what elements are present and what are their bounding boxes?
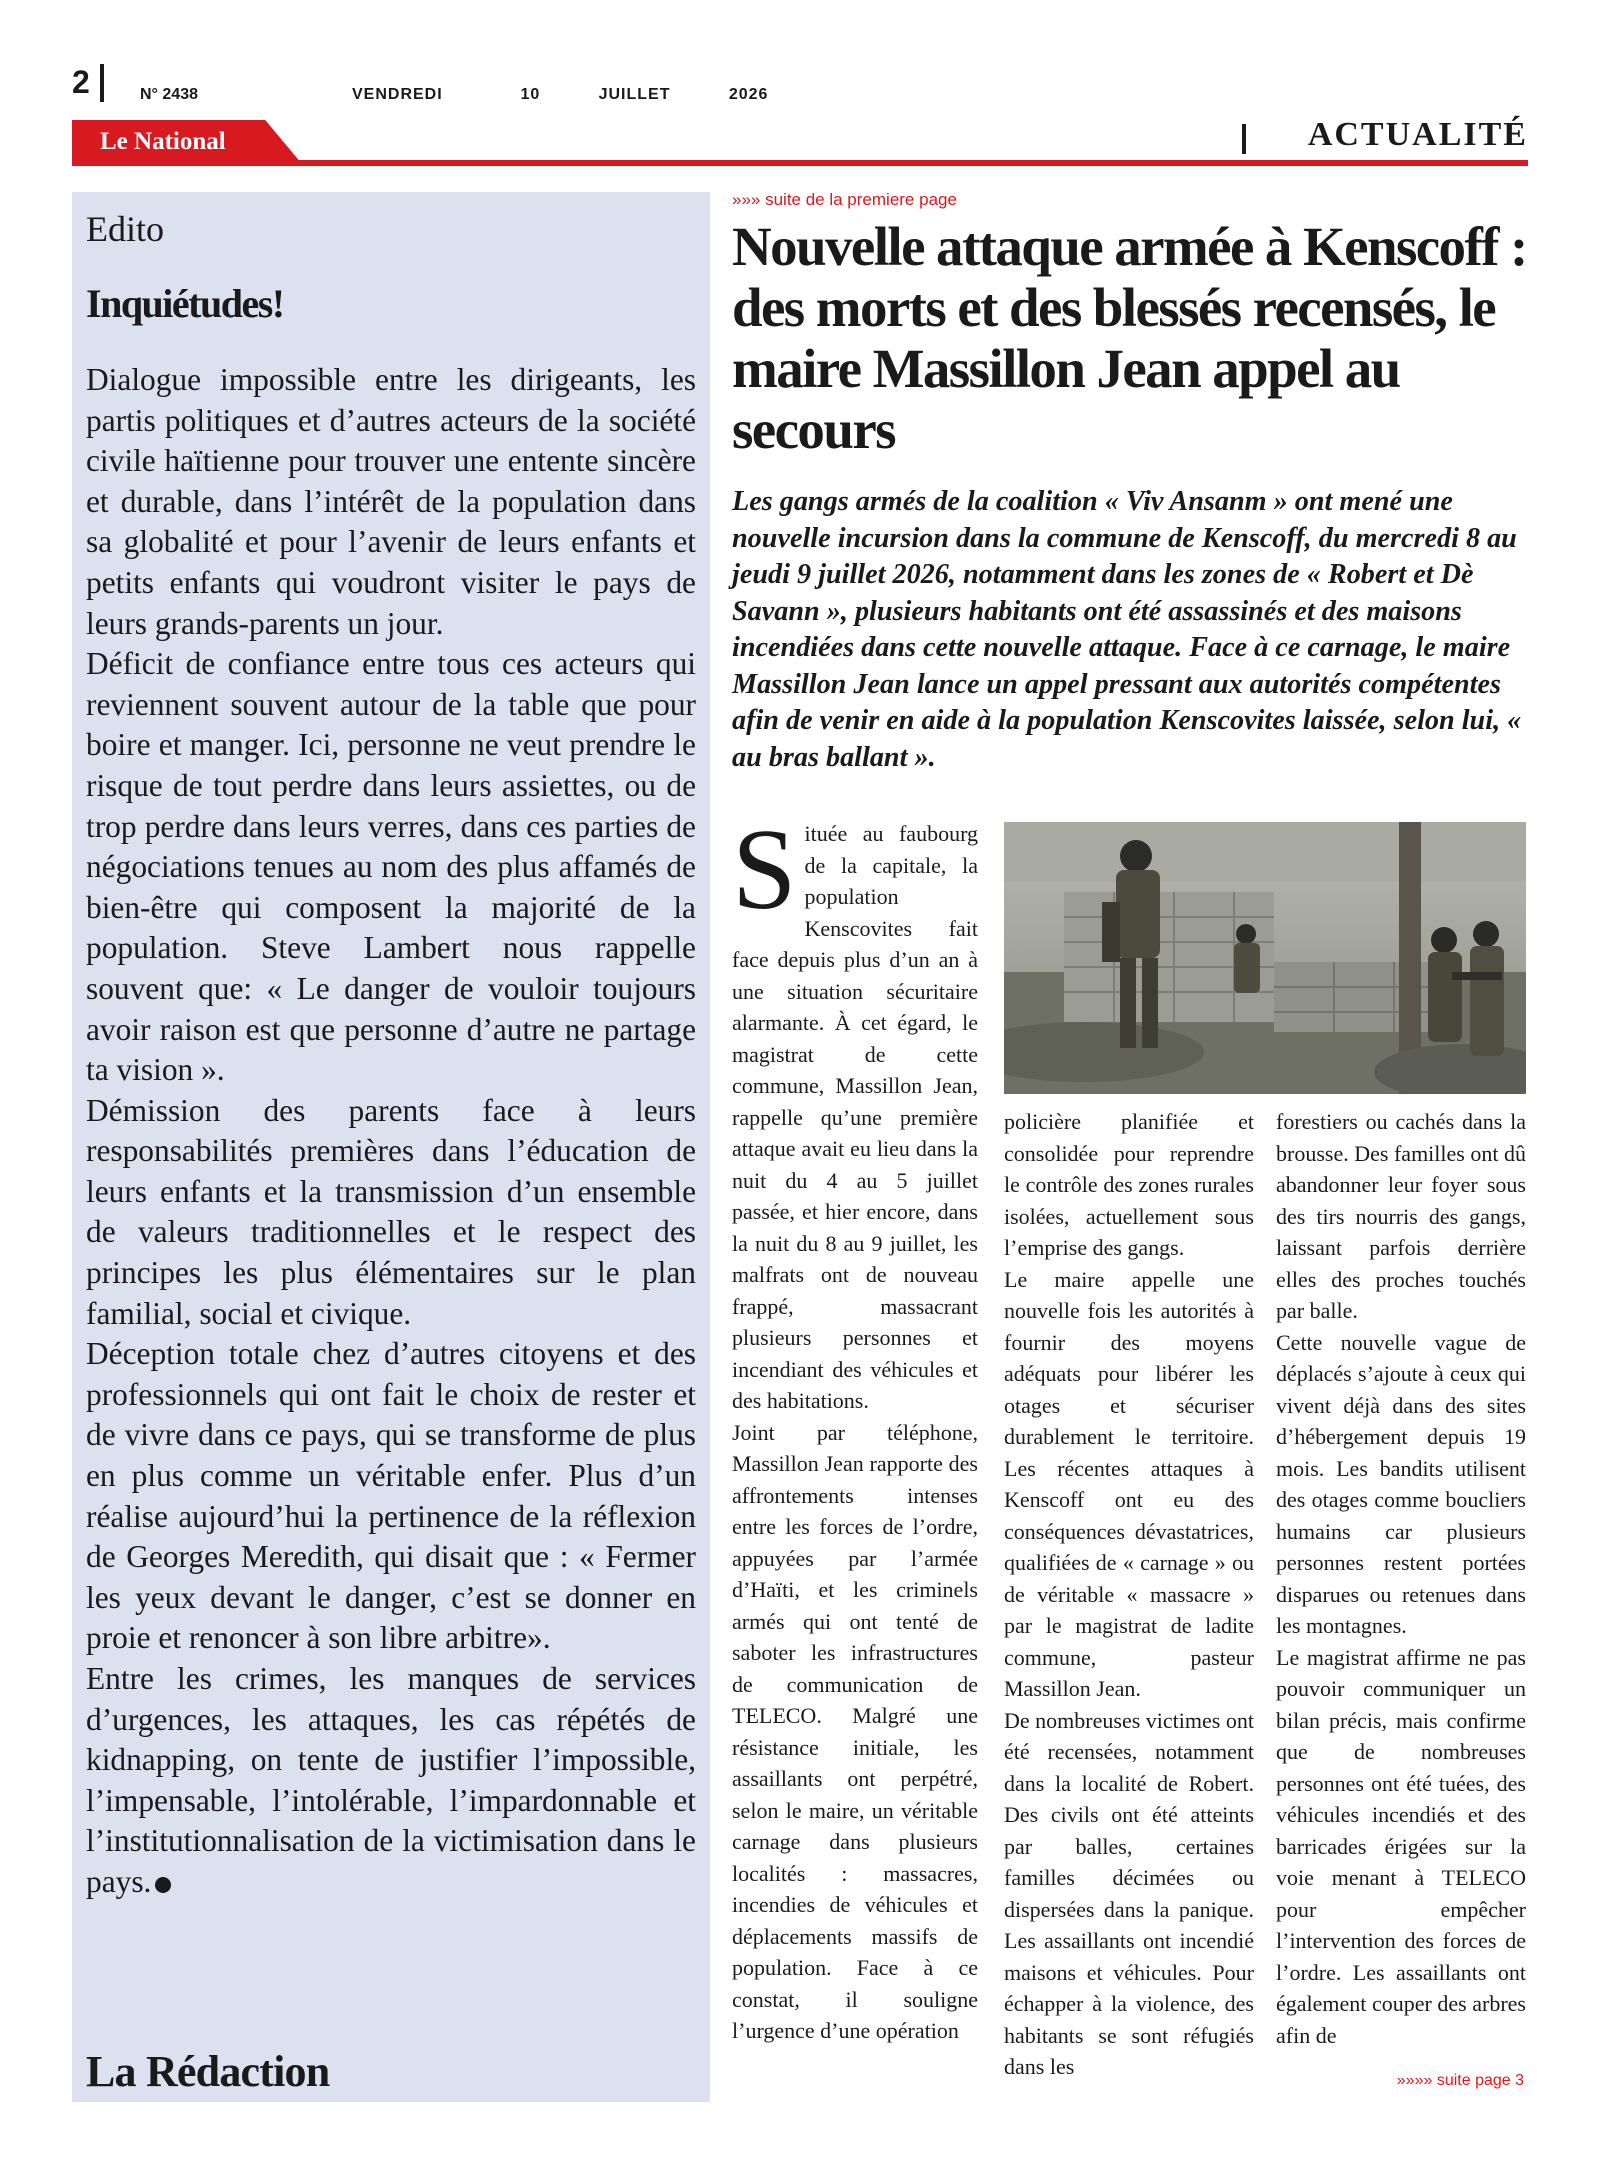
edito-paragraph: Déficit de confiance entre tous ces acteurs qui reviennent souvent autour de la table que pour boire et manger. Ici, personne ne veut prendre le risque de tout perdre dans leurs assiettes, ou de trop perdre dans leurs verres, dans ces parties de négociations tenues au nom des plus affamés de bien-être qui composent la majorité de la population. Steve Lambert nous rappelle souvent que: « Le danger de vouloir toujours avoir raison est que personne d’autre ne partage ta vision ». bbox=[86, 646, 696, 1088]
end-mark-icon bbox=[155, 1877, 171, 1893]
publication-date: VENDREDI 10 JUILLET 2026 bbox=[352, 86, 769, 103]
page-number: 2 bbox=[72, 64, 90, 100]
edito-signature: La Rédaction bbox=[86, 2047, 330, 2096]
edito-title: Inquiétudes! bbox=[86, 281, 284, 326]
article-lead: Les gangs armés de la coalition « Viv Ansanm » ont mené une nouvelle incursion dans la commune de Kenscoff, du mercredi 8 au jeudi 9 juillet 2026, notamment dans les zones de « Robert et Dè Savann », plusieurs habitants ont été assassinés et des maisons incendiées dans cette nouvelle attaque. Face à ce carnage, le maire Massillon Jean lance un appel pressant aux autorités compétentes afin de venir en aide à la population Kenscovites laissée, selon lui, « au bras ballant ». bbox=[732, 486, 1522, 773]
article-paragraph: policière planifiée et consolidée pour reprendre le contrôle des zones rurales isolées, actuellement sous l’emprise des gangs. bbox=[1004, 1109, 1254, 1260]
article-photo bbox=[1004, 822, 1526, 1094]
edito-paragraph: Démission des parents face à leurs responsabilités premières dans l’éducation de leurs enfants et la transmission d’un ensemble de valeurs traditionnelles et le respect des principes les plus élémentaires sur le plan familial, social et civique. bbox=[86, 1092, 696, 1331]
header-rule bbox=[72, 160, 1528, 166]
article-paragraph-text: ituée au faubourg de la capitale, la population Kenscovites fait face depuis plus d’un an à une situation sécuritaire alarmante. À cet égard, le magistrat de cette commune, Massillon Jean, rappelle qu’une première attaque avait eu lieu dans la nuit du 4 au 5 juillet passée, et hier encore, dans la nuit du 8 au 9 juillet, les malfrats ont de nouveau frappé, massacrant plusieurs personnes et incendiant des véhicules et des habitations. bbox=[732, 821, 978, 1413]
article-paragraph: Cette nouvelle vague de déplacés s’ajoute à ceux qui vivent déjà dans des sites d’hébergement depuis 19 mois. Les bandits utilisent des otages comme boucliers humains car plusieurs personnes restent portées disparues ou retenues dans les montagnes. bbox=[1276, 1329, 1526, 1638]
article-paragraph: De nombreuses victimes ont été recensées, notamment dans la localité de Robert. Des civils ont été atteints par balles, certaines familles décimées ou dispersées dans la panique. Les assaillants ont incendié maisons et véhicules. Pour échapper à la violence, des habitants se sont réfugiés dans les bbox=[1004, 1707, 1254, 2079]
continuation-link[interactable]: »»»» suite page 3 bbox=[1396, 2072, 1524, 2089]
header-divider bbox=[100, 64, 104, 102]
edito-paragraph: Entre les crimes, les manques de services d’urgences, les attaques, les cas répétés de kidnapping, on tente de justifier l’impossible, l’impensable, l’intolérable, l’impardonnable et l’institutionnalisation de la victimisation dans le pays. bbox=[86, 1661, 696, 1899]
section-divider bbox=[1242, 124, 1246, 154]
article-paragraph: Le maire appelle une nouvelle fois les autorités à fournir des moyens adéquats pour libérer les otages et sécuriser durablement le territoire. Les récentes attaques à Kenscoff ont eu des conséquences dévastatrices, qualifiées de « carnage » ou de véritable « massacre » par le magistrat de ladite commune, pasteur Massillon Jean. bbox=[1004, 1266, 1254, 1701]
drop-cap: S bbox=[732, 806, 797, 934]
photo-soldiers-patrol bbox=[1004, 822, 1526, 1094]
brand-logo: Le National bbox=[100, 128, 226, 155]
article-column-2 bbox=[1004, 1106, 1254, 2083]
section-title: ACTUALITÉ bbox=[1307, 116, 1528, 153]
edito-body bbox=[86, 360, 696, 1903]
article-headline: Nouvelle attaque armée à Kenscoff : des morts et des blessés recensés, le maire Massillon Jean appel au secours bbox=[732, 216, 1527, 460]
article-paragraph: forestiers ou cachés dans la brousse. Des familles ont dû abandonner leur foyer sous des tirs nourris des gangs, laissant parfois derrière elles des proches touchés par balle. bbox=[1276, 1109, 1526, 1323]
edito-paragraph: Déception totale chez d’autres citoyens et des professionnels qui ont fait le choix de rester et de vivre dans ce pays, qui se transforme de plus en plus comme un véritable enfer. Plus d’un réalise aujourd’hui la pertinence de la réflexion de Georges Meredith, qui disait que : « Fermer les yeux devant le danger, c’est se donner en proie et renoncer à son libre arbitre». bbox=[86, 1336, 696, 1656]
article-column-3 bbox=[1276, 1106, 1526, 2051]
edito-label: Edito bbox=[86, 209, 164, 249]
edito-paragraph: Dialogue impossible entre les dirigeants, les partis politiques et d’autres acteurs de la société civile haïtienne pour trouver une entente sincère et durable, dans l’intérêt de la population dans sa globalité et pour l’avenir de leurs enfants et petits enfants qui voudront visiter le pays de leurs grands-parents un jour. bbox=[86, 362, 696, 641]
article-paragraph: Le magistrat affirme ne pas pouvoir communiquer un bilan précis, mais confirme que de nombreuses personnes ont été tuées, des véhicules incendiés et des barricades érigées sur la voie menant à TELECO pour empêcher l’intervention des forces de l’ordre. Les assaillants ont également couper des arbres afin de bbox=[1276, 1644, 1526, 2048]
article-paragraph bbox=[732, 806, 978, 1417]
article-column-1 bbox=[732, 806, 978, 2047]
edito-paragraph-last bbox=[86, 1659, 696, 1903]
issue-number: N° 2438 bbox=[140, 86, 198, 103]
article-paragraph: Joint par téléphone, Massillon Jean rapporte des affrontements intenses entre les forces de l’ordre, appuyées par l’armée d’Haïti, et les criminels armés qui ont tenté de saboter les infrastructures de communication de TELECO. Malgré une résistance initiale, les assaillants ont perpétré, selon le maire, un véritable carnage dans plusieurs localités : massacres, incendies de véhicules et déplacements massifs de population. Face à ce constat, il souligne l’urgence d’une opération bbox=[732, 1419, 978, 2043]
article-kicker: »»» suite de la premiere page bbox=[732, 190, 957, 209]
